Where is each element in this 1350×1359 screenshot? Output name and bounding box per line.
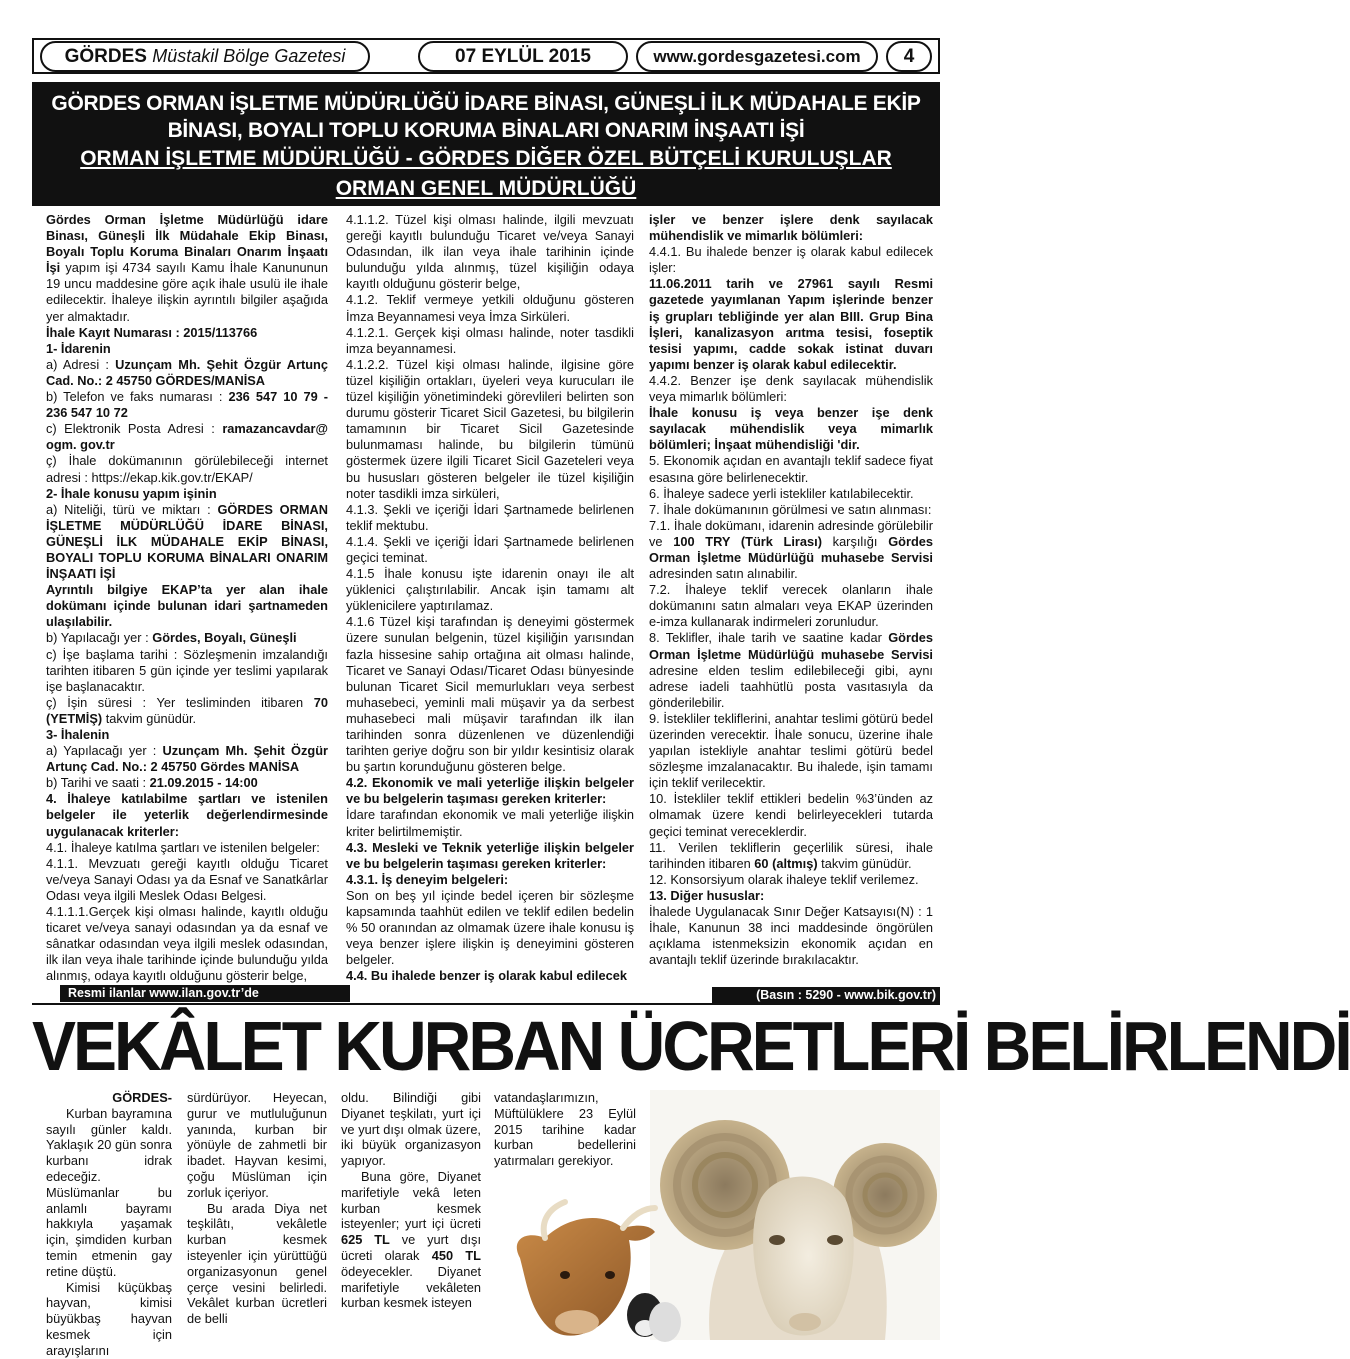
tender-column-1 [46, 212, 328, 985]
duration-rest: takvim günüdür. [102, 710, 197, 726]
item-4-2: İdare tarafından ekonomik ve mali yeterliğe ilişkin kriter belirtilmemiştir. [346, 807, 634, 839]
start-date: c) İşe başlama tarihi : Sözleşmenin imzalandığı tarihten itibaren 5 gün içinde yer teslimi yapılarak işe başlanacaktır. [46, 646, 328, 694]
item-4-1-1: 4.1.1. Mevzuatı gereği kayıtlı olduğu Ticaret ve/veya Sanayi Odası ya da Esnaf ve Sanatkârlar Odası veya ilgili Meslek Odası Belgesi. [46, 855, 328, 903]
item-11 [649, 840, 933, 872]
paper-name-italic: Müstakil Bölge Gazetesi [152, 46, 346, 66]
tender-column-2 [346, 212, 634, 985]
item-4-4-1-bold: 11.06.2011 tarih ve 27961 sayılı Resmi gazetede yayımlanan Yapım işlerinde benzer iş grupları tebliğinde yer alan BIII. Grup Bina İşleri, kanalizasyon arıtma tesisi, foseptik tesisi yapımı, cadde sokak istinat duvarı yapımı benzer iş olarak kabul edilecektir. [649, 276, 933, 372]
nature-label: a) Niteliği, türü ve miktarı : [46, 501, 218, 517]
item-11-c: takvim günüdür. [817, 855, 912, 871]
tender-place-label: a) Yapılacağı yer : [46, 743, 163, 759]
heading-4-3: 4.3. Mesleki ve Teknik yeterliğe ilişkin belgeler ve bu belgelerin taşıması gereken kriterler: [346, 839, 634, 871]
paper-name [40, 41, 370, 72]
news-p2: Kimisi küçükbaş hayvan, kimisi büyükbaş hayvan kesmek için arayışlarını [46, 1279, 172, 1358]
item-7-1-office: Gördes Orman İşletme Müdürlüğü muhasebe Servisi [649, 533, 933, 565]
item-4-1-6: 4.1.6 Tüzel kişi tarafından iş deneyimi göstermek üzere sunulan belgenin, tüzel kişiliğin yarısından fazla hissesine sahip ortağına ait olması halinde, Ticaret ve Sanayi Odası/Ticaret Odası bünyesinde bulunan Ticaret Sicil memurlukları veya serbest muhasebeci, yeminli mali müşavir ya da serbest muhasebeci mali müşavir tarafından ilk ilan tarihinden sonra düzenlenen ve düzenlendiği tarihten geriye doğru son bir yıldır kesintisiz olarak bu şartın korunduğunu gösteren belge. [346, 614, 634, 775]
item-8-a: 8. Teklifler, ihale tarih ve saatine kadar [649, 630, 889, 646]
heading-4-4-cont: işler ve benzer işlere denk sayılacak mühendislik ve mimarlık bölümleri: [649, 212, 933, 244]
tender-date-value: 21.09.2015 - 14:00 [149, 775, 258, 791]
section-tender: 3- İhalenin [46, 727, 110, 742]
ekap-address: ç) İhale dokümanının görülebileceği internet adresi : https://ekap.kik.gov.tr/EKAP/ [46, 453, 328, 485]
item-7-1-fee: 100 TRY (Türk Lirası) [673, 533, 822, 549]
item-7-1-c: karşılığı [821, 533, 889, 549]
news-column-2 [187, 1090, 327, 1327]
intro-bold: Gördes Orman İşletme Müdürlüğü idare Binası, Güneşli İlk Müdahale Ekip Binası, Boyalı Toplu Koruma Binaları Onarım İnşaatı İşi [46, 212, 328, 276]
tender-registration: İhale Kayıt Numarası : 2015/113766 [46, 324, 258, 340]
news-p6-c: ve yurt dışı ücreti olarak [341, 1232, 481, 1263]
paper-name-bold: GÖRDES [64, 45, 147, 67]
item-4-1-1-1: 4.1.1.1.Gerçek kişi olması halinde, kayıtlı olduğu ticaret ve/veya sanayi odasından ya da esnaf ve sânatkar odasından veya ilgili meslek odasından, ilk ilan veya ihale tarihinde içinde bulunduğu yılda alınmış, odaya kayıtlı olduğunu gösterir belge, [46, 904, 328, 984]
item-4-3-1: Son on beş yıl içinde bedel içeren bir sözleşme kapsamında taahhüt edilen ve teklif edilen bedelin % 50 oranından az olmamak üzere ihale konusu iş veya benzer işlere ilişkin iş deneyimini gösteren belgeler. [346, 887, 634, 968]
item-4-1-1-2: 4.1.1.2. Tüzel kişi olması halinde, ilgili mevzuatı gereği kayıtlı bulunduğu Ticaret ve/veya Sanayi Odasından, ilk ilan veya ihale tarihinin içinde bulunduğu yılda alınmış, tüzel kişiliğin odaya kayıtlı olduğunu gösterir belge, [346, 212, 634, 292]
item-4-4-2: 4.4.2. Benzer işe denk sayılacak mühendislik veya mimarlık bölümleri: [649, 372, 933, 405]
official-ads-bar: Resmi ilanlar www.ilan.gov.tr’de [60, 985, 350, 1002]
news-p7: vatandaşlarımızın, Müftülüklere 23 Eylül 2015 tarihine kadar kurban bedellerini yatırmaları gerekiyor. [494, 1090, 636, 1169]
news-p6-e: ödeyecekler. Diyanet marifetiyle vekâleten kurban kesmek isteyen [341, 1263, 481, 1311]
item-4-1: 4.1. İhaleye katılma şartları ve istenilen belgeler: [46, 839, 320, 855]
tender-column-3 [649, 212, 933, 968]
phone-value: 236 547 10 79 - 236 547 10 72 [46, 389, 328, 421]
item-7-1 [649, 518, 933, 582]
issue-date: 07 EYLÜL 2015 [418, 41, 628, 72]
page-number: 4 [886, 41, 932, 72]
item-4-1-4: 4.1.4. Şekli ve içeriği İdari Şartnamede belirlenen geçici teminat. [346, 533, 634, 565]
duration-value: 70 (YETMİŞ) [46, 694, 328, 726]
item-4-1-2-1: 4.1.2.1. Gerçek kişi olması halinde, noter tasdikli imza beyannamesi. [346, 324, 634, 356]
item-4-4-2-bold: İhale konusu iş veya benzer işe denk sayılacak mühendislik veya mimarlık bölümleri; İnşaat mühendisliği 'dir. [649, 405, 933, 453]
item-12: 12. Konsorsiyum olarak ihaleye teklif verilemez. [649, 871, 919, 887]
tender-place-value: Uzunçam Mh. Şehit Özgür Artunç Cad. No.: 2 45750 Gördes MANİSA [46, 743, 328, 775]
news-p6-a: Buna göre, Diyanet marifetiyle vekâ leten kurban kesmek isteyenler; yurt içi ücreti [341, 1168, 481, 1232]
duration-label: ç) İşin süresi : Yer tesliminden itibaren [46, 694, 314, 710]
email-label: c) Elektronik Posta Adresi : [46, 421, 223, 437]
section-subject: 2- İhale konusu yapım işinin [46, 485, 217, 501]
item-8-office: Gördes Orman İşletme Müdürlüğü muhasebe Servisi [649, 630, 933, 662]
news-p4: Bu arada Diya net teşkilâtı, vekâletle kurban kesmek isteyenler için yürüttüğü organizasyonun genel çerçe vesini belirledi. Vekâlet kurban ücretleri de belli [187, 1200, 327, 1327]
banner-sub-2: ORMAN GENEL MÜDÜRLÜĞÜ [335, 177, 637, 200]
banner-sub-1: ORMAN İŞLETME MÜDÜRLÜĞÜ - GÖRDES DİĞER ÖZEL BÜTÇELİ KURULUŞLAR [80, 147, 892, 170]
item-7-1-a: 7.1. İhale dokümanı, idarenin adresinde görülebilir ve [649, 517, 933, 549]
item-4-1-5: 4.1.5 İhale konusu işte idarenin onayı ile alt yüklenici çalıştırılabilir. Ancak işin tamamı alt yüklenicilere yaptırılamaz. [346, 566, 634, 614]
item-4-4-1: 4.4.1. Bu ihalede benzer iş olarak kabul edilecek işler: [649, 244, 933, 276]
heading-4-4: 4.4. Bu ihalede benzer iş olarak kabul edilecek [346, 968, 627, 984]
item-6: 6. İhaleye sadece yerli istekliler katılabilecektir. [649, 485, 914, 501]
intro-rest: yapım işi 4734 sayılı Kamu İhale Kanununun 19 uncu maddesine göre açık ihale usulü ile ihale edilecektir. İhaleye ilişkin ayrıntılı bilgiler aşağıda yer almaktadır. [46, 260, 328, 324]
item-4-1-2-2: 4.1.2.2. Tüzel kişi olması halinde, ilgisine göre tüzel kişiliğin ortakları, üyeleri veya kurucuları ile tüzel kişiliğin yönetimindeki görevlileri belirten son durumu gösterir Ticaret Sicil Gazetesi, bu bilgilerin tamamının bir Ticaret Sicil Gazetesinde bulunmaması halinde, bu bilgilerin tümünü göstermek üzere ilgili Ticaret Sicil Gazeteleri veya bu hususları gösteren belgeler ile tüzel kişiliğin noter tasdikli imza sirküleri, [346, 356, 634, 501]
item-10: 10. İstekliler teklif ettikleri bedelin %3’ünden az olmamak üzere kendi belirleyecekleri tutarda geçici teminat vereceklerdir. [649, 791, 933, 839]
heading-4-3-1: 4.3.1. İş deneyim belgeleri: [346, 871, 509, 887]
section-divider [32, 1003, 940, 1005]
item-11-days: 60 (altmış) [754, 855, 818, 871]
tender-banner [32, 82, 940, 206]
heading-4-2: 4.2. Ekonomik ve mali yeterliğe ilişkin belgeler ve bu belgelerin taşıması gereken kriterler: [346, 775, 634, 807]
news-p3: sürdürüyor. Heyecan, gurur ve mutluluğunun yanında, kurban bir yönüyle de zahmetli bir ibadet. Hayvan kesimi, çoğu Müslüman için zorluk içeriyor. [187, 1090, 327, 1200]
section-authority: 1- İdarenin [46, 340, 111, 356]
banner-title-1: GÖRDES ORMAN İŞLETME MÜDÜRLÜĞÜ İDARE BİNASI, GÜNEŞLİ İLK MÜDAHALE EKİP [51, 92, 921, 115]
item-5: 5. Ekonomik açıdan en avantajlı teklif sadece fiyat esasına göre belirlenecektir. [649, 453, 933, 485]
news-domestic-fee: 625 TL [341, 1232, 390, 1248]
item-4-1-3: 4.1.3. Şekli ve içeriği İdari Şartnamede belirlenen teklif mektubu. [346, 501, 634, 533]
address-value: Uzunçam Mh. Şehit Özgür Artunç Cad. No.: 2 45750 GÖRDES/MANİSA [46, 356, 328, 388]
press-code-bar: (Basın : 5290 - www.bik.gov.tr) [712, 987, 940, 1004]
nature-value: GÖRDES ORMAN İŞLETME MÜDÜRLÜĞÜ İDARE BİNASI, GÜNEŞLİ İLK MÜDAHALE EKİP BİNASI, BOYALI TOPLU KORUMA BİNALARI ONARIM İNŞAATI İŞİ [46, 501, 329, 582]
item-7-1-e: adresinden satın alınabilir. [649, 566, 798, 582]
section-eligibility: 4. İhaleye katılabilme şartları ve istenilen belgeler ile yeterlik değerlendirmesinde uygulanacak kriterler: [46, 791, 328, 839]
news-abroad-fee: 450 TL [431, 1247, 481, 1263]
location-value: Gördes, Boyalı, Güneşli [152, 630, 297, 646]
news-p5: oldu. Bilindiği gibi Diyanet teşkilatı, yurt içi ve yurt dışı olmak üzere, iki büyük organizasyon yapıyor. [341, 1090, 481, 1169]
news-headline: VEKÂLET KURBAN ÜCRETLERİ BELİRLENDİ [32, 1007, 1350, 1085]
location-label: b) Yapılacağı yer : [46, 630, 153, 646]
address-label: a) Adresi : [46, 356, 116, 372]
ekap-note: Ayrıntılı bilgiye EKAP’ta yer alan ihale dokümanı içinde bulunan idari şartnameden ulaşılabilir. [46, 582, 328, 630]
item-7-2: 7.2. İhaleye teklif verecek olanların ihale dokümanını satın almaları veya EKAP üzerinden e-imza kullanarak indirmeleri zorunludur. [649, 582, 933, 630]
item-11-a: 11. Verilen tekliflerin geçerlilik süresi, ihale tarihinden itibaren [649, 839, 933, 871]
item-8 [649, 630, 933, 710]
news-column-3 [341, 1090, 481, 1311]
item-7: 7. İhale dokümanının görülmesi ve satın alınması: [649, 501, 932, 517]
news-dateline: GÖRDES- [112, 1090, 172, 1105]
banner-title-2: BİNASI, BOYALI TOPLU KORUMA BİNALARI ONARIM İNŞAATI İŞİ [167, 119, 805, 142]
item-13: İhalede Uygulanacak Sınır Değer Katsayısı(N) : 1 İhale, Kanunun 38 inci maddesinde öngörülen açıklama istenmeksizin ekonomik açıdan en avantajlı teklif üzerinde bırakılacaktır. [649, 904, 933, 968]
tender-date-label: b) Tarihi ve saati : [46, 775, 150, 791]
heading-13: 13. Diğer hususlar: [649, 887, 765, 903]
sacrificial-animals-photo [505, 1090, 940, 1340]
website-link[interactable]: www.gordesgazetesi.com [636, 41, 878, 72]
item-8-c: adresine elden teslim edilebileceği gibi, aynı adrese iadeli taahhütlü posta vasıtasıyla da gönderilebilir. [649, 662, 933, 710]
item-9: 9. İstekliler tekliflerini, anahtar teslimi götürü bedel üzerinden verecektir. İhale sonucu, üzerine ihale yapılan istekliyle anahtar teslimi götürü bedel sözleşme imzalanacaktır. Bu ihalede, işin tamamı için teklif verilecektir. [649, 710, 933, 791]
news-column-1 [46, 1090, 172, 1359]
news-p1: Kurban bayramına sayılı günler kaldı. Yaklaşık 20 gün sonra kurbanı idrak edeceğiz. Müslümanlar bu anlamlı bayramı hakkıyla yaşamak için, şimdiden kurban temin etmenin gay retine düştü. [46, 1105, 172, 1279]
phone-label: b) Telefon ve faks numarası : [46, 389, 229, 405]
email-value: ramazancavdar@ ogm. gov.tr [46, 421, 328, 453]
news-p6 [341, 1169, 481, 1311]
item-4-1-2: 4.1.2. Teklif vermeye yetkili olduğunu gösteren İmza Beyannamesi veya İmza Sirküleri. [346, 292, 634, 324]
